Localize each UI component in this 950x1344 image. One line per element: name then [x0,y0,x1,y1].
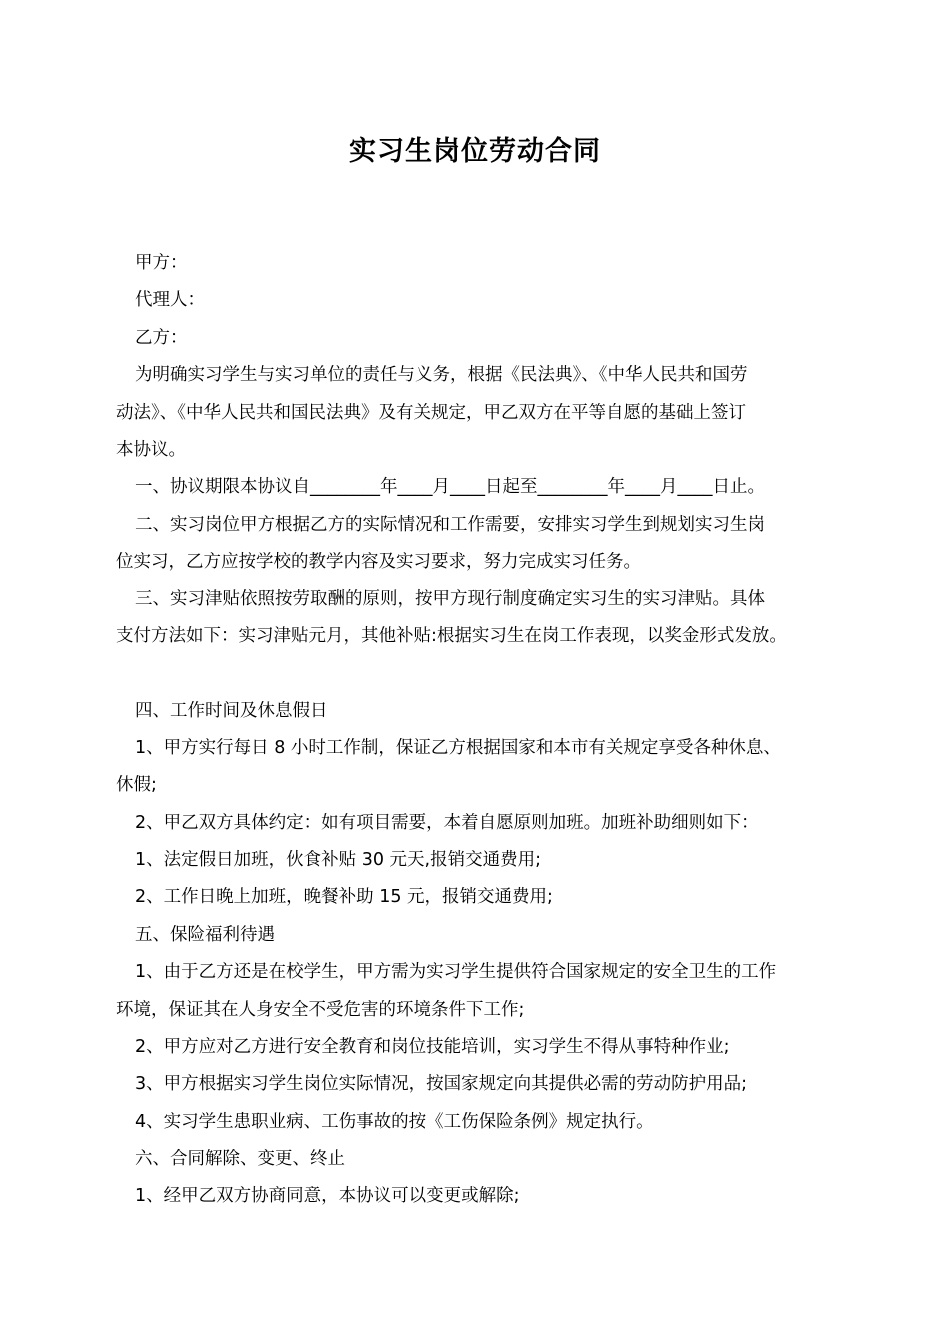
section-5-item-1-line-2: 环境，保证其在人身安全不受危害的环境条件下工作; [116,1000,525,1020]
preamble-line-1: 为明确实习学生与实习单位的责任与义务，根据《民法典》、《中华人民共和国劳 [135,365,748,385]
agent-line: 代理人： [135,290,205,310]
section-4-item-2: 2、甲乙双方具体约定：如有项目需要，本着自愿原则加班。加班补助细则如下： [135,813,759,833]
section-5-item-2: 2、甲方应对乙方进行安全教育和岗位技能培训，实习学生不得从事特种作业; [135,1037,730,1057]
section-4-sub-item-2: 2、工作日晚上加班，晚餐补助 15 元，报销交通费用; [135,887,553,907]
section-5-heading: 五、保险福利待遇 [135,925,275,945]
section-4-item-1-line-1: 1、甲方实行每日 8 小时工作制，保证乙方根据国家和本市有关规定享受各种休息、 [135,738,781,758]
section-5-item-4: 4、实习学生患职业病、工伤事故的按《工伤保险条例》规定执行。 [135,1112,654,1132]
section-4-item-1-line-2: 休假; [116,775,157,795]
section-5-item-3: 3、甲方根据实习学生岗位实际情况，按国家规定向其提供必需的劳动防护用品; [135,1074,748,1094]
clause-2-line-1: 二、实习岗位甲方根据乙方的实际情况和工作需要，安排实习学生到规划实习生岗 [135,515,765,535]
section-4-sub-item-1: 1、法定假日加班，伙食补贴 30 元天,报销交通费用; [135,850,541,870]
document-title: 实习生岗位劳动合同 [349,136,601,167]
clause-2-line-2: 位实习，乙方应按学校的教学内容及实习要求，努力完成实习任务。 [116,552,641,572]
section-6-item-1: 1、经甲乙双方协商同意，本协议可以变更或解除; [135,1186,520,1206]
clause-3-line-1: 三、实习津贴依照按劳取酬的原则，按甲方现行制度确定实习生的实习津贴。具体 [135,589,765,609]
section-4-heading: 四、工作时间及休息假日 [135,701,328,721]
section-5-item-1-line-1: 1、由于乙方还是在校学生，甲方需为实习学生提供符合国家规定的安全卫生的工作 [135,962,777,982]
clause-3-line-2: 支付方法如下：实习津贴元月，其他补贴:根据实习生在岗工作表现，以奖金形式发放。 [116,626,787,646]
clause-1-term: 一、协议期限本协议自________年____月____日起至________年____月____日止。 [135,477,765,497]
preamble-line-2: 动法》、《中华人民共和国民法典》及有关规定，甲乙双方在平等自愿的基础上签订 [116,403,746,423]
preamble-line-3: 本协议。 [116,440,186,460]
section-6-heading: 六、合同解除、变更、终止 [135,1149,345,1169]
party-b-line: 乙方： [135,328,188,348]
party-a-line: 甲方： [135,253,188,273]
